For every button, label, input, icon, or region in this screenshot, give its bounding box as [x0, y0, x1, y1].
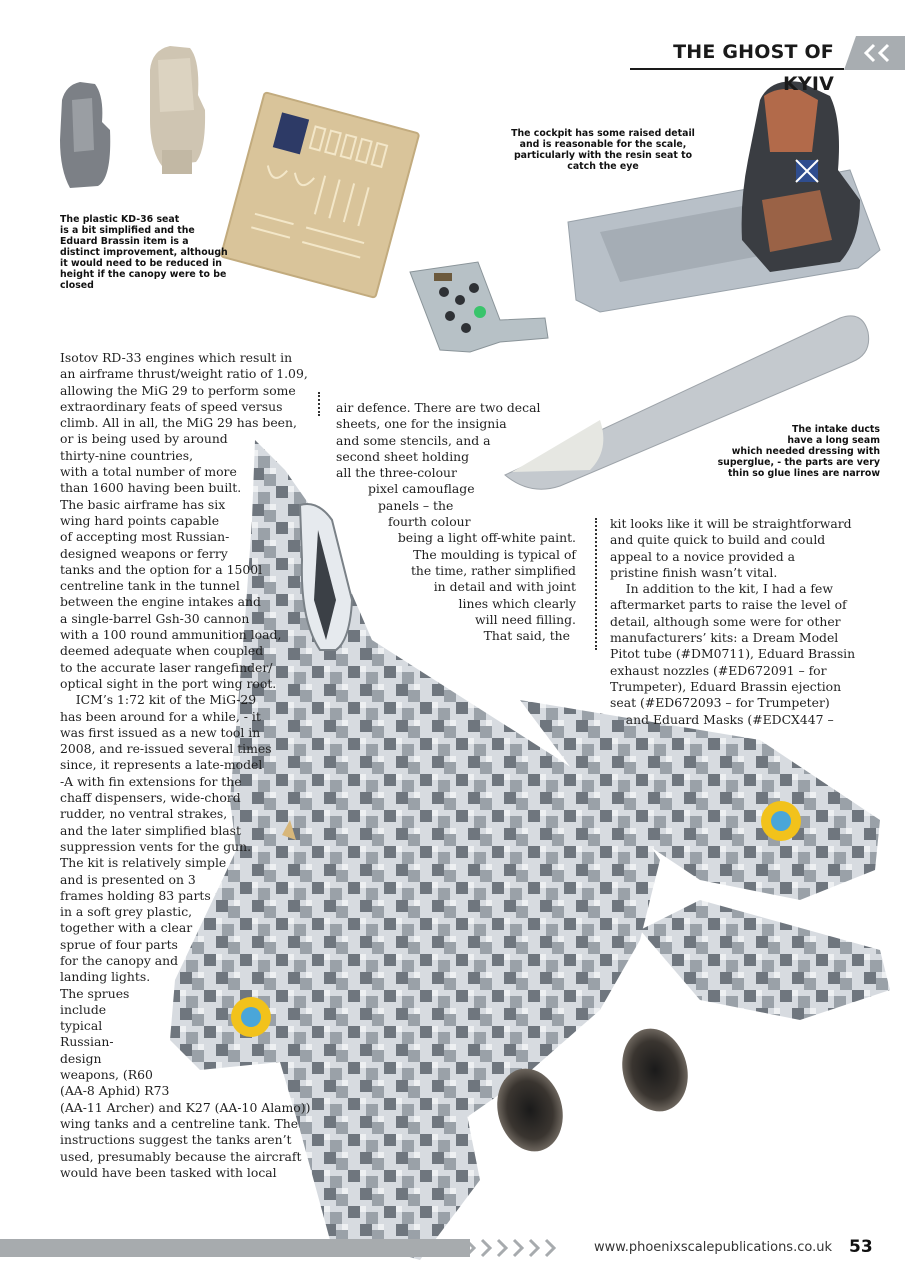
- caption-line: height if the canopy were to be: [60, 269, 227, 280]
- caption-line: catch the eye: [567, 161, 639, 172]
- caption-line: have a long seam: [787, 435, 880, 446]
- caption-line: closed: [60, 280, 94, 291]
- body-line: fourth colour: [388, 514, 471, 530]
- body-line: design: [60, 1050, 102, 1066]
- caption-line: superglue, - the parts are very: [717, 457, 880, 468]
- body-line: will need filling.: [475, 611, 576, 627]
- body-line: between the engine intakes and: [60, 594, 261, 610]
- body-line: designed weapons or ferry: [60, 545, 228, 561]
- body-line: second sheet holding: [336, 448, 470, 464]
- body-line: in a soft grey plastic,: [60, 904, 193, 920]
- caption-line: thin so glue lines are narrow: [727, 468, 880, 479]
- body-line: deemed adequate when coupled: [60, 643, 264, 659]
- body-line: appeal to a novice provided a: [610, 548, 795, 564]
- body-line: tanks and the option for a 1500l: [60, 561, 263, 577]
- body-line: together with a clear: [60, 920, 193, 936]
- body-line: In addition to the kit, I had a few: [610, 581, 833, 597]
- body-line: The basic airframe has six: [60, 496, 226, 512]
- body-line: the time, rather simplified: [410, 562, 576, 578]
- caption-line: Eduard Brassin item is a: [60, 236, 189, 247]
- body-line: Isotov RD-33 engines which result in: [60, 350, 293, 365]
- body-line: (AA-11 Archer) and K27 (AA-10 Alamo)): [60, 1099, 311, 1115]
- caption-line: distinct improvement, although: [60, 247, 228, 258]
- body-line: an airframe thrust/weight ratio of 1.09,: [60, 366, 308, 382]
- body-line: suppression vents for the gun.: [60, 838, 252, 854]
- body-line: climb. All in all, the MiG 29 has been,: [60, 415, 297, 431]
- body-line: extraordinary feats of speed versus: [60, 398, 283, 414]
- body-line: than 1600 having been built.: [60, 480, 242, 496]
- section-header: [630, 36, 905, 95]
- body-line: sprue of four parts: [60, 936, 178, 952]
- photo-etch-fret: [221, 92, 420, 298]
- body-line: detail, although some were for other: [610, 613, 841, 629]
- body-line: lines which clearly: [458, 595, 576, 611]
- body-line: -A with fin extensions for the: [60, 773, 242, 789]
- caption-line: The cockpit has some raised detail: [511, 128, 695, 139]
- body-line: of accepting most Russian-: [60, 529, 230, 545]
- body-line: kit looks like it will be straightforward: [610, 516, 852, 531]
- body-line: Pitot tube (#DM0711), Eduard Brassin: [610, 646, 856, 662]
- body-line: wing hard points capable: [60, 512, 220, 528]
- body-line: and is presented on 3: [60, 871, 196, 887]
- body-line: has been around for a while, - it: [60, 708, 261, 724]
- body-line: was first issued as a new tool in: [60, 724, 261, 740]
- caption-seats: [60, 214, 228, 291]
- body-line: optical sight in the port wing root.: [60, 675, 277, 691]
- caption-line: it would need to be reduced in: [60, 258, 222, 269]
- instrument-panel-part: [410, 262, 548, 352]
- body-line: frames holding 83 parts: [60, 887, 211, 903]
- body-line: air defence. There are two decal: [336, 400, 541, 415]
- article-column-1: [60, 350, 310, 1181]
- body-line: in detail and with joint: [433, 579, 576, 595]
- body-line: pristine finish wasn’t vital.: [610, 564, 778, 580]
- article-column-2: [336, 400, 576, 644]
- body-line: with a total number of more: [60, 464, 237, 480]
- footer-url[interactable]: www.phoenixscalepublications.co.uk: [594, 1240, 832, 1255]
- page-number: 53: [849, 1237, 873, 1257]
- body-line: wing tanks and a centreline tank. The: [60, 1115, 299, 1131]
- body-line: centreline tank in the tunnel: [60, 578, 240, 594]
- body-line: thirty-nine countries,: [60, 447, 194, 463]
- body-line: ICM’s 1:72 kit of the MiG-29: [60, 692, 257, 708]
- body-line: The moulding is typical of: [413, 546, 576, 562]
- body-line: chaff dispensers, wide-chord: [60, 790, 241, 806]
- body-line: since, it represents a late-model: [60, 757, 263, 773]
- body-line: with a 100 round ammunition load,: [60, 627, 282, 643]
- body-line: typical: [60, 1018, 103, 1034]
- body-line: for the canopy and: [60, 952, 179, 968]
- body-line: sheets, one for the insignia: [336, 416, 507, 432]
- body-line: The kit is relatively simple: [60, 855, 227, 871]
- body-line: include: [60, 1001, 107, 1017]
- body-line: or is being used by around: [60, 431, 228, 447]
- body-line: being a light off-white paint.: [397, 530, 576, 546]
- body-line: The sprues: [60, 985, 130, 1001]
- body-line: and some stencils, and a: [336, 432, 491, 448]
- footer-bar: [0, 1239, 470, 1257]
- column-divider: [595, 518, 597, 650]
- body-line: rudder, no ventral strakes,: [60, 806, 228, 822]
- body-line: panels – the: [378, 497, 454, 513]
- caption-intake: [680, 424, 880, 479]
- column-divider: [318, 392, 320, 416]
- double-chevron-left-icon: [862, 43, 892, 63]
- caption-line: The intake ducts: [792, 424, 880, 435]
- header-rule: [630, 68, 844, 70]
- header-tab: [844, 36, 905, 70]
- section-title: THE GHOST OF KYIV: [630, 36, 844, 68]
- body-line: manufacturers’ kits: a Dream Model: [610, 630, 839, 646]
- body-line: weapons, (R60: [60, 1067, 153, 1083]
- body-line: That said, the: [483, 628, 570, 644]
- body-line: Trumpeter), Eduard Brassin ejection: [610, 678, 842, 694]
- body-line: and the later simplified blast: [60, 822, 242, 838]
- chevron-right-icon: [462, 1238, 562, 1258]
- caption-line: The plastic KD-36 seat: [60, 214, 180, 225]
- body-line: to the accurate laser rangefinder/: [60, 659, 273, 675]
- caption-line: which needed dressing with: [731, 446, 880, 457]
- body-line: a single-barrel Gsh-30 cannon: [60, 610, 250, 626]
- body-line: and Eduard Masks (#EDCX447 –: [610, 711, 834, 727]
- article-column-3: [610, 516, 855, 728]
- body-line: all the three-colour: [336, 465, 457, 481]
- caption-line: particularly with the resin seat to: [513, 150, 693, 161]
- body-line: Russian-: [60, 1034, 114, 1050]
- body-line: 2008, and re-issued several times: [60, 741, 272, 757]
- body-line: allowing the MiG 29 to perform some: [60, 382, 296, 398]
- body-line: pixel camouflage: [368, 481, 475, 497]
- body-line: exhaust nozzles (#ED672091 – for: [610, 662, 827, 678]
- body-line: landing lights.: [60, 969, 151, 985]
- body-line: instructions suggest the tanks aren’t: [60, 1132, 292, 1148]
- body-line: (AA-8 Aphid) R73: [60, 1083, 170, 1099]
- body-line: aftermarket parts to raise the level of: [610, 597, 847, 613]
- body-line: would have been tasked with local: [60, 1164, 277, 1180]
- body-line: and quite quick to build and could: [610, 532, 826, 548]
- caption-cockpit: [505, 128, 701, 172]
- body-line: used, presumably because the aircraft: [60, 1148, 302, 1164]
- caption-line: is a bit simplified and the: [60, 225, 195, 236]
- body-line: seat (#ED672093 – for Trumpeter): [610, 695, 830, 711]
- caption-line: and is reasonable for the scale,: [519, 139, 687, 150]
- seat-photo: [60, 46, 205, 188]
- cockpit-tub-photo: [568, 81, 880, 312]
